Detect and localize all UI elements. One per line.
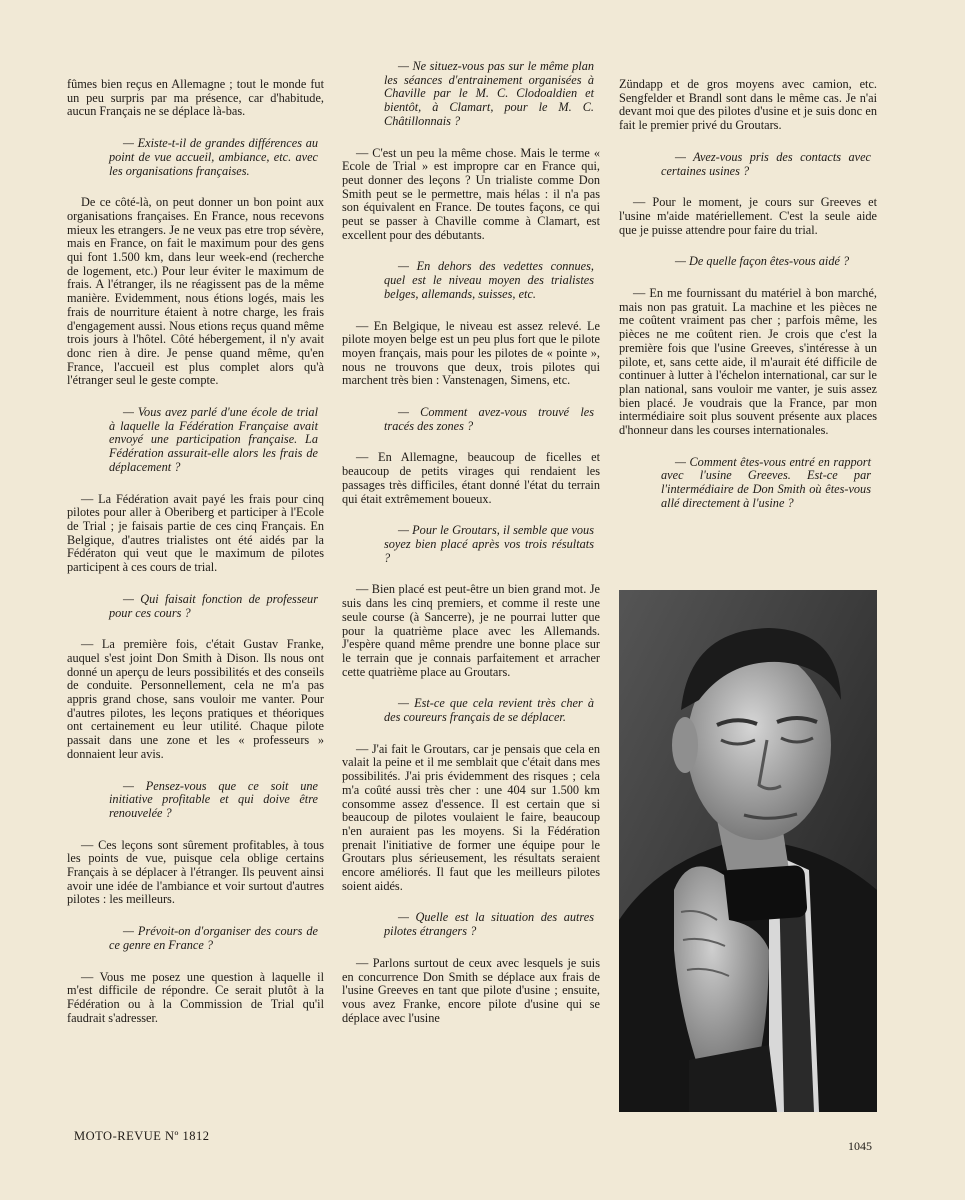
interview-question: — De quelle façon êtes-vous aidé ? xyxy=(675,254,850,269)
answer-paragraph: fûmes bien reçus en Allemagne ; tout le monde fut un peu surpris par ma présence, car d'habitude, aucun Français ne se déplace là-bas. xyxy=(67,77,324,119)
interview-question: — Pensez-vous que ce soit une initiative profitable et qui doive être renouvelée ? xyxy=(109,778,318,820)
interview-question: — Comment avez-vous trouvé les tracés des zones ? xyxy=(384,405,594,433)
answer-paragraph: — J'ai fait le Groutars, car je pensais que cela en valait la peine et il me semblait que c'était dans mes possibilités. J'ai pris évidemment des risques ; cela m'a coûté aussi très cher : une 404 sur 1.500 km consomme assez d'essence. Il est certain que si beaucoup de pilotes voulaient le faire, beaucoup n'en auraient pas les moyens. Si la Fédération prenait l'initiative de former une équipe pour le Groutars plus sérieusement, les résultats seraient encore améliorés. Il faut que les meilleurs pilotes soient aidés. xyxy=(342,741,600,893)
interview-question: — Est-ce que cela revient très cher à des coureurs français de se déplacer. xyxy=(384,696,594,725)
interview-question: — En dehors des vedettes connues, quel est le niveau moyen des trialistes belges, allemands, suisses, etc. xyxy=(384,259,594,301)
portrait-illustration xyxy=(619,590,877,1112)
interview-question: — Pour le Groutars, il semble que vous soyez bien placé après vos trois résultats ? xyxy=(384,523,594,565)
portrait-photo xyxy=(619,590,877,1112)
answer-paragraph: — La Fédération avait payé les frais pour cinq pilotes pour aller à Oberiberg et participer à l'Ecole de Trial ; je faisais partie de ces cinq Français. En Belgique, d'autres trialistes ont été aidés par la Fédératon qui veut que le maximum de pilotes participent à ces cours de trial. xyxy=(67,491,324,575)
answer-paragraph: — Vous me posez une question à laquelle il m'est difficile de répondre. Ce serait plutôt à la Fédération ou à la Commission de Trial qu'il faudrait s'adresser. xyxy=(67,969,324,1025)
answer-paragraph: — Bien placé est peut-être un bien grand mot. Je suis dans les cinq premiers, et comme il reste une seule course (à Sancerre), je ne pourrai lutter que pour la quatrième place avec les Allemands. J'espère quand même prendre une bonne place sur le terrain que je connais parfaitement et arracher cette quatrième place au Groutars. xyxy=(342,582,600,679)
answer-paragraph: — En me fournissant du matériel à bon marché, mais non pas gratuit. La machine et les pièces ne me coûtent vraiment pas cher ; parfois même, les pièces ne me coûtent rien. Je crois que c'est la première fois que l'usine Greeves, s'intéresse à un pilote, et, sans cette aide, il m'aurait été difficile de continuer à lutter à l'échelon international, car sur le plan national, sans vouloir me vanter, je suis assez bien placé. Je voudrais que la France, par mon intermédiaire soit plus souvent présente aux places d'honneur dans les courses internationales. xyxy=(619,286,877,438)
interview-question: — Comment êtes-vous entré en rapport avec l'usine Greeves. Est-ce par l'intermédiaire de Don Smith où êtes-vous allé directement à l'usine ? xyxy=(661,454,871,510)
interview-question: — Qui faisait fonction de professeur pour ces cours ? xyxy=(109,591,318,620)
answer-paragraph: Zündapp et de gros moyens avec camion, etc. Sengfelder et Brandl sont dans le même cas. Je n'ai devant moi que des pilotes d'usine et je suis donc en fait le premier privé du Groutars. xyxy=(619,77,877,133)
answer-paragraph: De ce côté-là, on peut donner un bon point aux organisations françaises. En France, nous recevons mieux les etrangers. Je ne veux pas etre trop sévère, mais en France, on fait le maximum pour des gens qui font 1.500 km, dans leur week-end (recherche de logement, etc.) Pour leur éviter le maximum de frais. A l'étranger, ils ne réagissent pas de la même manière. Evidemment, nous étions logés, mais les frais de nourriture étaient à notre charge, les frais d'engagement aussi. Nous etions reçus quand même trois jours à l'hôtel. Côté hébergement, il n'y avait donc rien à dire. Je pense quand même, qu'en France, l'accueil est plus complet alors qu'à l'étranger seul le geste compte. xyxy=(67,195,324,388)
answer-paragraph: — Ces leçons sont sûrement profitables, à tous les points de vue, puisque cela oblige certains Français à se déplacer à l'étranger. Ils peuvent ainsi avoir une idée de l'ambiance et voir surtout d'autres pilotes : les meilleurs. xyxy=(67,837,324,907)
answer-paragraph: — Pour le moment, je cours sur Greeves et l'usine m'aide matériellement. C'est la seule aide que je puisse attendre pour faire du trial. xyxy=(619,195,877,237)
text-column-3 xyxy=(619,78,877,529)
text-column-1 xyxy=(67,78,324,1040)
text-column-2 xyxy=(342,60,600,1040)
interview-question: — Ne situez-vous pas sur le même plan les séances d'entrainement organisées à Chaville par le M. C. Clodoaldien et bientôt, à Clamart, pour le M. C. Châtillonnais ? xyxy=(384,59,594,128)
answer-paragraph: — En Belgique, le niveau est assez relevé. Le pilote moyen belge est un peu plus fort que le pilote moyen français, mais pour les pilotes de « pointe », nous ne trouvons que deux, trois pilotes qui marchent très bien : Vanstenagen, Simens, etc. xyxy=(342,318,600,388)
interview-question: — Avez-vous pris des contacts avec certaines usines ? xyxy=(661,149,871,178)
answer-paragraph: — Parlons surtout de ceux avec lesquels je suis en concurrence Don Smith se déplace aux frais de l'usine Greeves en tant que pilote d'usine ; ensuite, vous avez Franke, encore pilote d'usine qui se déplace avec l'usine xyxy=(342,955,600,1025)
interview-question: — Quelle est la situation des autres pilotes étrangers ? xyxy=(384,910,594,939)
answer-paragraph: — La première fois, c'était Gustav Franke, auquel s'est joint Don Smith à Dison. Ils nous ont donné un aperçu de leurs possibilités et des conseils de conduite. Personnellement, cela ne m'a pas appris grand chose, sans vouloir me vanter. Pour d'autres pilotes, les leçons pratiques et théoriques ont certainement eu leur utilité. Chaque pilote passait dans une zone et les « professeurs » donnaient leur avis. xyxy=(67,637,324,761)
answer-paragraph: — En Allemagne, beaucoup de ficelles et beaucoup de petits virages qui rendaient les passages très difficiles, étant donné l'état du terrain qui était extrêmement boueux. xyxy=(342,450,600,506)
magazine-issue-footer: MOTO-REVUE Nº 1812 xyxy=(74,1129,210,1143)
interview-question: — Prévoit-on d'organiser des cours de ce genre en France ? xyxy=(109,924,318,952)
page-number: 1045 xyxy=(848,1139,872,1153)
interview-question: — Vous avez parlé d'une école de trial à laquelle la Fédération Française avait envoyé une participation française. La Fédération assurait-elle alors les frais de déplacement ? xyxy=(109,405,318,474)
answer-paragraph: — C'est un peu la même chose. Mais le terme « Ecole de Trial » est impropre car en France qui, peut donner des leçons ? Un trialiste comme Don Smith peut se le permettre, mais hélas : il n'a pas son équivalent en France. De toutes façons, ce qui peut se passer à Chaville comme à Clamart, est excellent pour des débutants. xyxy=(342,145,600,242)
interview-question: — Existe-t-il de grandes différences au point de vue accueil, ambiance, etc. avec les organisations françaises. xyxy=(109,136,318,178)
